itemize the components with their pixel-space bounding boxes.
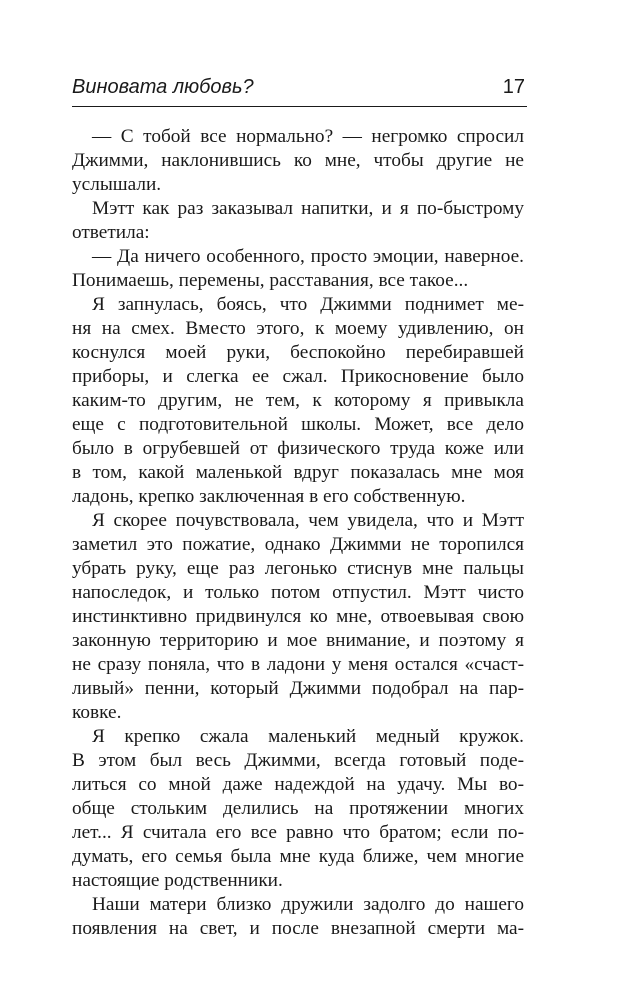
text-line: не сразу поняла, что в ладони у меня остался «счаст-: [72, 654, 524, 675]
text-line: появления на свет, и после внезапной смерти ма-: [72, 918, 524, 939]
text-line: было в огрубевшей от физического труда коже или: [72, 438, 524, 459]
text-line: Я крепко сжала маленький медный кружок.: [92, 726, 524, 747]
text-line: думать, его семья была мне куда ближе, чем многие: [72, 846, 524, 867]
text-line: законную территорию и мое внимание, и поэтому я: [72, 630, 524, 651]
text-line: в том, какой маленькой вдруг показалась мне моя: [72, 462, 524, 483]
text-line: В этом был весь Джимми, всегда готовый поде-: [72, 750, 524, 771]
text-line: Наши матери близко дружили задолго до нашего: [92, 894, 524, 915]
page-header: [72, 70, 527, 107]
text-line: коснулся моей руки, беспокойно перебиравшей: [72, 342, 524, 363]
text-line: обще стольким делились на протяжении многих: [72, 798, 524, 819]
text-line: ковке.: [72, 702, 122, 723]
text-line: Мэтт как раз заказывал напитки, и я по-быстрому: [92, 198, 524, 219]
body-text: [72, 125, 524, 941]
text-line: Джимми, наклонившись ко мне, чтобы другие не: [72, 150, 524, 171]
text-line: еще с подготовительной школы. Может, все дело: [72, 414, 524, 435]
text-line: настоящие родственники.: [72, 870, 283, 891]
text-line: убрать руку, еще раз легонько стиснув мне пальцы: [72, 558, 524, 579]
text-line: лет... Я считала его все равно что братом; если по-: [72, 822, 524, 843]
text-line: ливый» пенни, который Джимми подобрал на пар-: [72, 678, 524, 699]
text-line: заметил это пожатие, однако Джимми не торопился: [72, 534, 524, 555]
text-line: Я скорее почувствовала, чем увидела, что и Мэтт: [92, 510, 524, 531]
text-line: Понимаешь, перемены, расставания, все такое...: [72, 270, 469, 291]
text-line: услышали.: [72, 174, 162, 195]
text-line: ответила:: [72, 222, 150, 243]
text-line: Я запнулась, боясь, что Джимми поднимет ме-: [92, 294, 524, 315]
text-line: ладонь, крепко заключенная в его собственную.: [72, 486, 466, 507]
text-line: — Да ничего особенного, просто эмоции, наверное.: [92, 246, 524, 267]
text-line: инстинктивно придвинулся ко мне, отвоевывая свою: [72, 606, 524, 627]
text-line: каким-то другим, не тем, к которому я привыкла: [72, 390, 524, 411]
text-line: — С тобой все нормально? — негромко спросил: [92, 126, 524, 147]
text-line: напоследок, и только потом отпустил. Мэтт чисто: [72, 582, 524, 603]
text-line: ня на смех. Вместо этого, к моему удивлению, он: [72, 318, 524, 339]
running-title: Виновата любовь?: [72, 76, 254, 98]
page-number: 17: [502, 76, 525, 98]
text-line: литься со мной даже надеждой на удачу. Мы во-: [72, 774, 524, 795]
text-line: приборы, и слегка ее сжал. Прикосновение было: [72, 366, 524, 387]
